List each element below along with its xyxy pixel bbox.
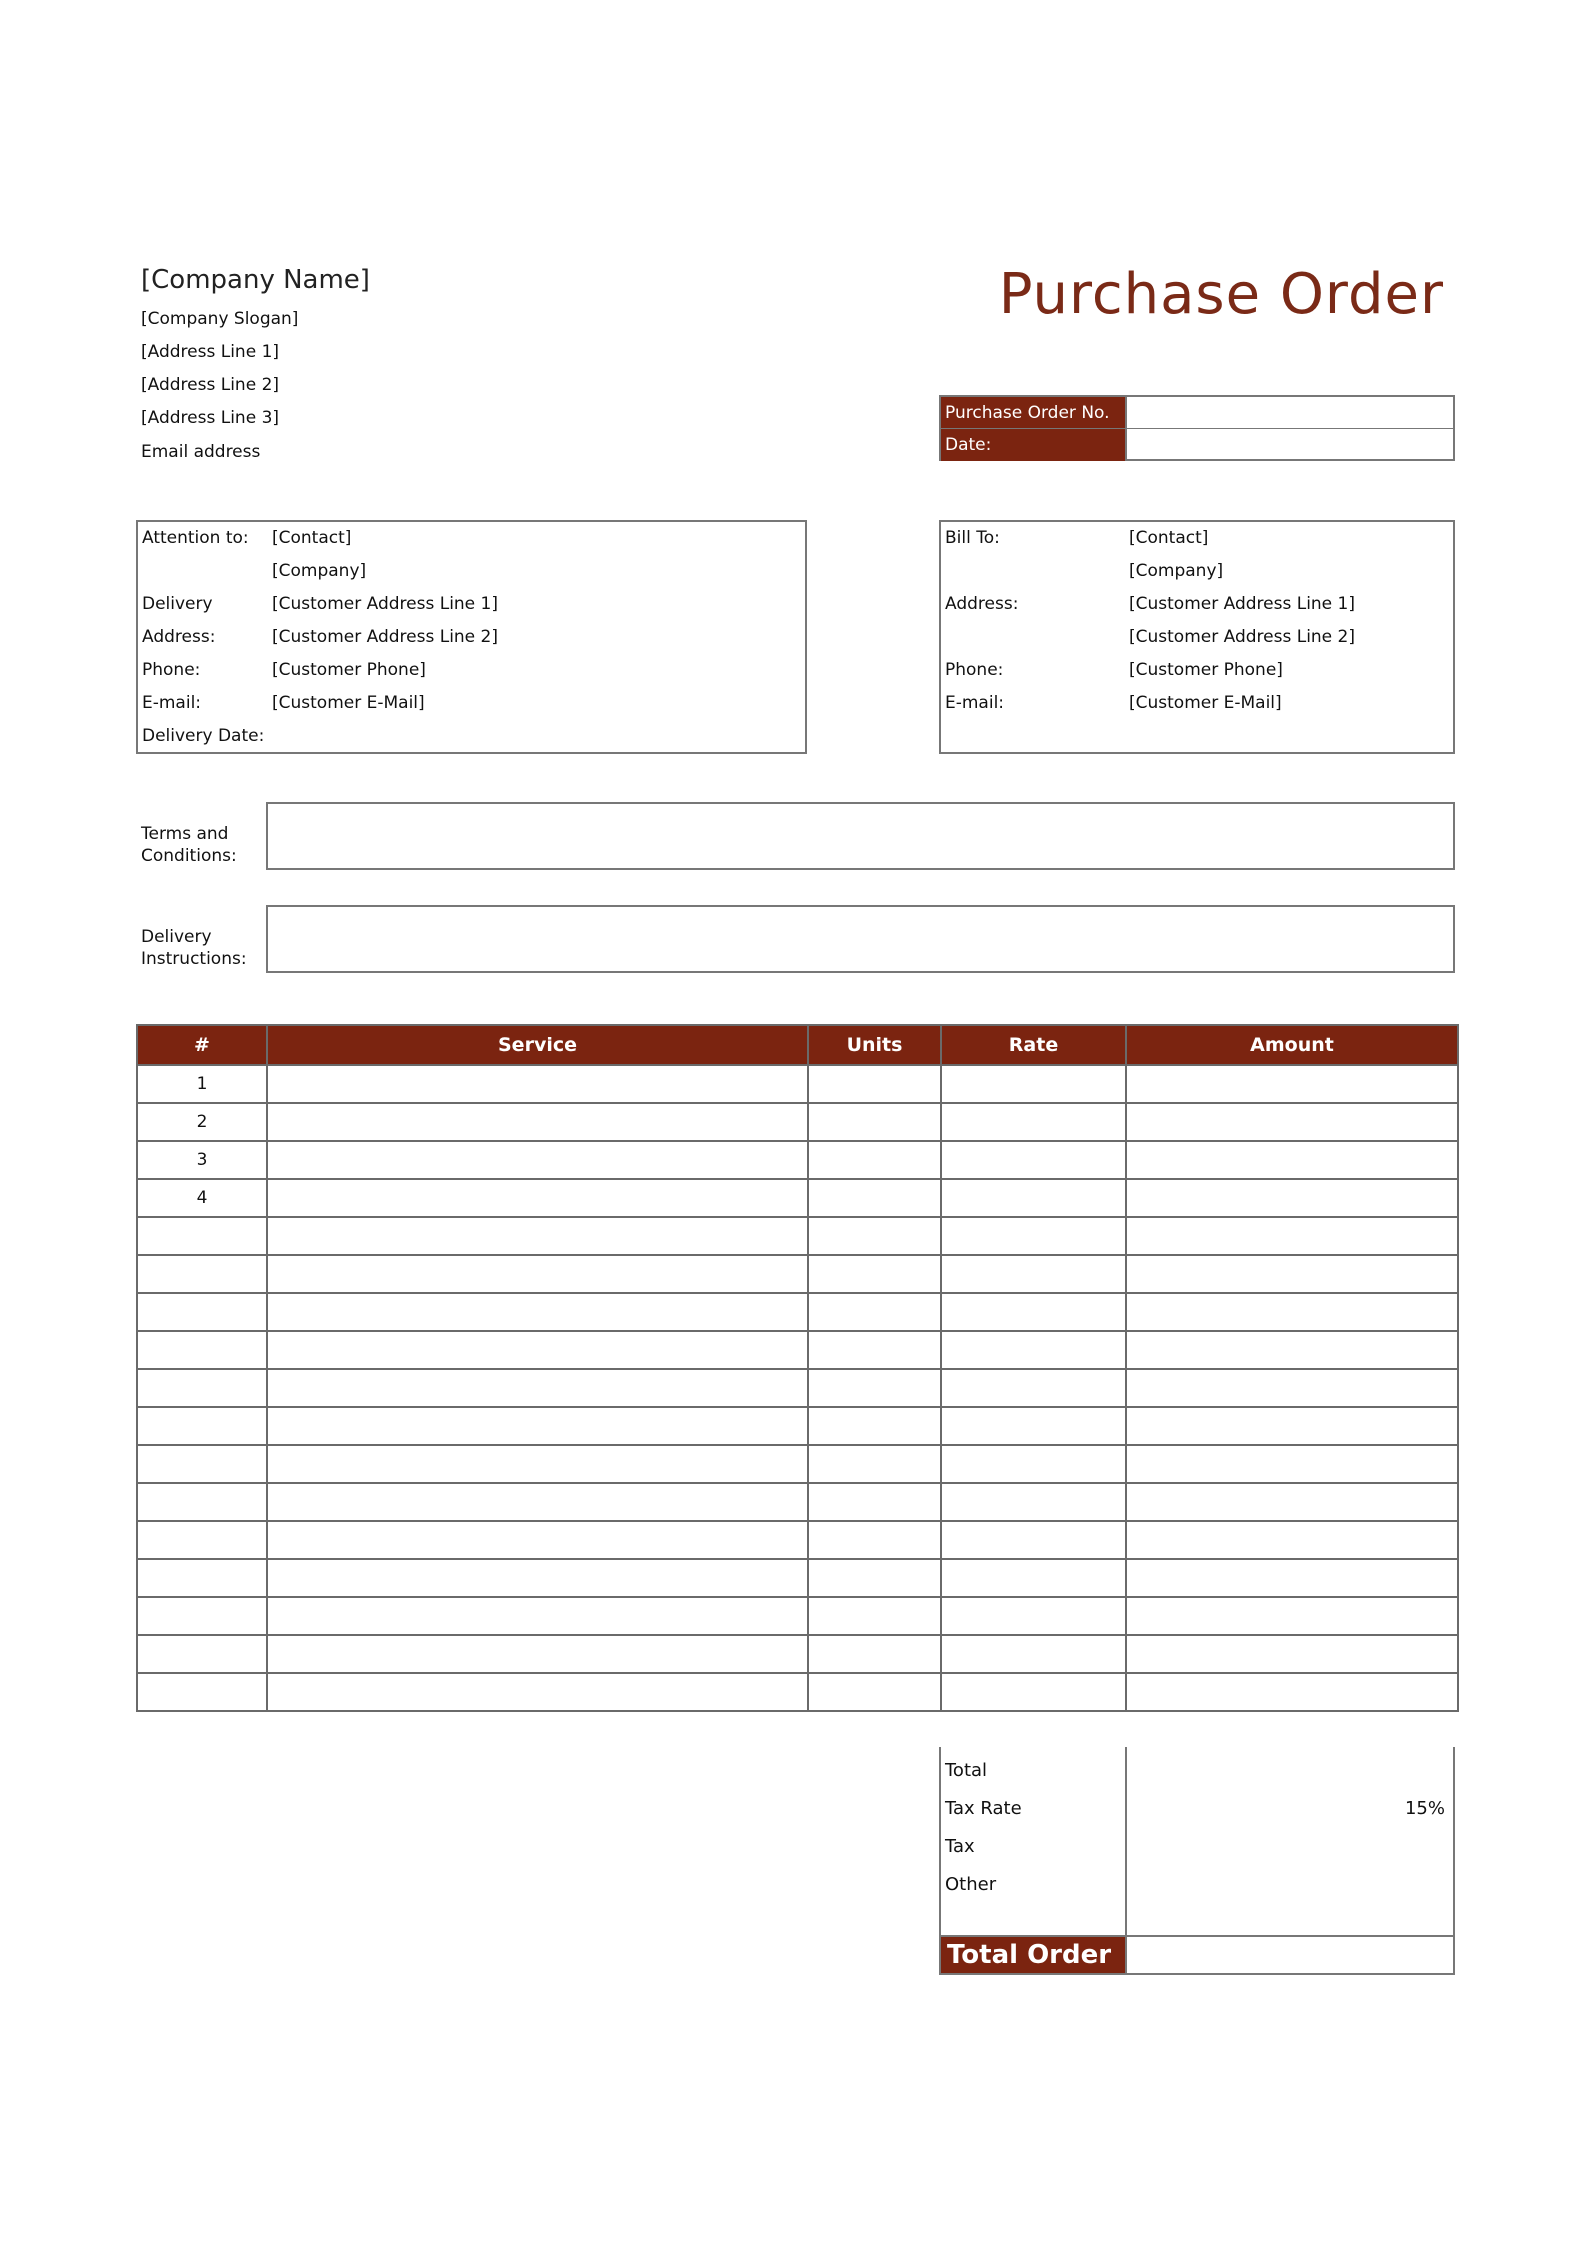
units-cell[interactable] xyxy=(808,1521,941,1559)
bill-value[interactable]: [Customer Phone] xyxy=(1129,660,1283,680)
rate-cell[interactable] xyxy=(941,1141,1126,1179)
service-cell[interactable] xyxy=(267,1293,808,1331)
table-row xyxy=(137,1103,1458,1141)
company-email: Email address xyxy=(141,442,261,462)
units-cell[interactable] xyxy=(808,1407,941,1445)
amount-cell[interactable] xyxy=(1126,1597,1458,1635)
rate-cell[interactable] xyxy=(941,1065,1126,1103)
other-label: Other xyxy=(945,1874,997,1895)
service-cell[interactable] xyxy=(267,1445,808,1483)
item-number-cell[interactable] xyxy=(137,1559,267,1597)
service-cell[interactable] xyxy=(267,1483,808,1521)
bill-row xyxy=(941,522,1453,555)
amount-cell[interactable] xyxy=(1126,1559,1458,1597)
ship-row xyxy=(138,654,805,687)
ship-label: Delivery xyxy=(142,594,213,614)
rate-cell[interactable] xyxy=(941,1179,1126,1217)
rate-cell[interactable] xyxy=(941,1369,1126,1407)
item-number-cell[interactable] xyxy=(137,1635,267,1673)
amount-cell[interactable] xyxy=(1126,1065,1458,1103)
table-row xyxy=(137,1179,1458,1217)
rate-cell[interactable] xyxy=(941,1293,1126,1331)
ship-label: E-mail: xyxy=(142,693,202,713)
ship-value[interactable]: [Customer Address Line 2] xyxy=(272,627,498,647)
company-name: [Company Name] xyxy=(141,265,370,295)
rate-cell[interactable] xyxy=(941,1521,1126,1559)
terms-label-line-2: Conditions: xyxy=(141,846,237,866)
units-cell[interactable] xyxy=(808,1179,941,1217)
total-label: Total xyxy=(945,1760,988,1781)
amount-cell[interactable] xyxy=(1126,1445,1458,1483)
total-order-value[interactable] xyxy=(1125,1937,1453,1973)
ship-row xyxy=(138,720,805,753)
ship-row xyxy=(138,621,805,654)
ship-value[interactable]: [Customer Address Line 1] xyxy=(272,594,498,614)
table-row xyxy=(137,1483,1458,1521)
service-cell[interactable] xyxy=(267,1635,808,1673)
header-units: Units xyxy=(808,1025,941,1065)
rate-cell[interactable] xyxy=(941,1597,1126,1635)
table-row xyxy=(137,1255,1458,1293)
rate-cell[interactable] xyxy=(941,1217,1126,1255)
amount-cell[interactable] xyxy=(1126,1673,1458,1711)
totals-divider xyxy=(1125,1747,1127,1935)
rate-cell[interactable] xyxy=(941,1103,1126,1141)
rate-cell[interactable] xyxy=(941,1331,1126,1369)
instructions-label-line-2: Instructions: xyxy=(141,949,247,969)
units-cell[interactable] xyxy=(808,1559,941,1597)
units-cell[interactable] xyxy=(808,1369,941,1407)
units-cell[interactable] xyxy=(808,1635,941,1673)
bill-row xyxy=(941,621,1453,654)
item-number-cell[interactable] xyxy=(137,1597,267,1635)
units-cell[interactable] xyxy=(808,1065,941,1103)
ship-row xyxy=(138,522,805,555)
units-cell[interactable] xyxy=(808,1293,941,1331)
service-cell[interactable] xyxy=(267,1179,808,1217)
rate-cell[interactable] xyxy=(941,1407,1126,1445)
bill-value[interactable]: [Contact] xyxy=(1129,528,1209,548)
ship-label: Attention to: xyxy=(142,528,249,548)
header-amount: Amount xyxy=(1126,1025,1458,1065)
item-number-cell[interactable] xyxy=(137,1445,267,1483)
table-row xyxy=(137,1369,1458,1407)
ship-value[interactable]: [Company] xyxy=(272,561,367,581)
units-cell[interactable] xyxy=(808,1103,941,1141)
total-order-label: Total Order xyxy=(941,1937,1125,1973)
company-slogan: [Company Slogan] xyxy=(141,309,299,329)
tax-label: Tax xyxy=(945,1836,975,1857)
rate-cell[interactable] xyxy=(941,1255,1126,1293)
item-number-cell[interactable] xyxy=(137,1407,267,1445)
table-row xyxy=(137,1407,1458,1445)
bill-value[interactable]: [Customer Address Line 1] xyxy=(1129,594,1355,614)
company-address-line-1: [Address Line 1] xyxy=(141,342,280,362)
bill-row xyxy=(941,555,1453,588)
amount-cell[interactable] xyxy=(1126,1369,1458,1407)
tax-rate-value[interactable]: 15% xyxy=(1404,1798,1445,1819)
amount-cell[interactable] xyxy=(1126,1179,1458,1217)
service-cell[interactable] xyxy=(267,1369,808,1407)
ship-label: Delivery Date: xyxy=(142,726,265,746)
items-header-row xyxy=(137,1025,1458,1065)
service-cell[interactable] xyxy=(267,1331,808,1369)
amount-cell[interactable] xyxy=(1126,1293,1458,1331)
table-row xyxy=(137,1673,1458,1711)
instructions-label-line-1: Delivery xyxy=(141,927,212,947)
bill-to-box xyxy=(939,520,1455,754)
units-cell[interactable] xyxy=(808,1217,941,1255)
units-cell[interactable] xyxy=(808,1597,941,1635)
ship-label: Address: xyxy=(142,627,216,647)
amount-cell[interactable] xyxy=(1126,1635,1458,1673)
bill-row xyxy=(941,687,1453,720)
units-cell[interactable] xyxy=(808,1255,941,1293)
amount-cell[interactable] xyxy=(1126,1141,1458,1179)
service-cell[interactable] xyxy=(267,1217,808,1255)
table-row xyxy=(137,1065,1458,1103)
total-order-row xyxy=(939,1935,1455,1975)
ship-label: Phone: xyxy=(142,660,201,680)
po-number-label: Purchase Order No. xyxy=(941,397,1125,429)
delivery-address-box xyxy=(136,520,807,754)
units-cell[interactable] xyxy=(808,1483,941,1521)
table-row xyxy=(137,1331,1458,1369)
table-row xyxy=(137,1141,1458,1179)
rate-cell[interactable] xyxy=(941,1445,1126,1483)
terms-field[interactable] xyxy=(266,802,1455,870)
terms-label-line-1: Terms and xyxy=(141,824,229,844)
service-cell[interactable] xyxy=(267,1255,808,1293)
service-cell[interactable] xyxy=(267,1065,808,1103)
bill-label: Address: xyxy=(945,594,1019,614)
ship-value[interactable]: [Customer E-Mail] xyxy=(272,693,425,713)
item-number-cell[interactable]: 4 xyxy=(137,1179,267,1217)
item-number-cell[interactable] xyxy=(137,1483,267,1521)
terms-label xyxy=(141,823,237,867)
bill-value[interactable]: [Company] xyxy=(1129,561,1224,581)
item-number-cell[interactable] xyxy=(137,1331,267,1369)
company-address-line-3: [Address Line 3] xyxy=(141,408,280,428)
item-number-cell[interactable] xyxy=(137,1369,267,1407)
instructions-label xyxy=(141,926,247,970)
ship-row xyxy=(138,687,805,720)
table-row xyxy=(137,1521,1458,1559)
item-number-cell[interactable]: 1 xyxy=(137,1065,267,1103)
po-meta-box xyxy=(939,395,1455,461)
bill-value[interactable]: [Customer Address Line 2] xyxy=(1129,627,1355,647)
company-address-line-2: [Address Line 2] xyxy=(141,375,280,395)
items-table xyxy=(136,1024,1459,1712)
service-cell[interactable] xyxy=(267,1103,808,1141)
date-field[interactable] xyxy=(1125,429,1453,461)
item-number-cell[interactable]: 2 xyxy=(137,1103,267,1141)
date-label: Date: xyxy=(941,429,1125,461)
totals-box xyxy=(939,1747,1455,1937)
header-number: # xyxy=(137,1025,267,1065)
table-row xyxy=(137,1635,1458,1673)
instructions-field[interactable] xyxy=(266,905,1455,973)
ship-row xyxy=(138,588,805,621)
item-number-cell[interactable] xyxy=(137,1673,267,1711)
amount-cell[interactable] xyxy=(1126,1407,1458,1445)
item-number-cell[interactable] xyxy=(137,1521,267,1559)
units-cell[interactable] xyxy=(808,1673,941,1711)
service-cell[interactable] xyxy=(267,1559,808,1597)
item-number-cell[interactable] xyxy=(137,1255,267,1293)
rate-cell[interactable] xyxy=(941,1483,1126,1521)
units-cell[interactable] xyxy=(808,1331,941,1369)
amount-cell[interactable] xyxy=(1126,1331,1458,1369)
amount-cell[interactable] xyxy=(1126,1483,1458,1521)
bill-row xyxy=(941,654,1453,687)
service-cell[interactable] xyxy=(267,1673,808,1711)
header-rate: Rate xyxy=(941,1025,1126,1065)
amount-cell[interactable] xyxy=(1126,1255,1458,1293)
service-cell[interactable] xyxy=(267,1141,808,1179)
table-row xyxy=(137,1597,1458,1635)
table-row xyxy=(137,1217,1458,1255)
service-cell[interactable] xyxy=(267,1407,808,1445)
po-number-field[interactable] xyxy=(1125,397,1453,429)
bill-value[interactable]: [Customer E-Mail] xyxy=(1129,693,1282,713)
service-cell[interactable] xyxy=(267,1597,808,1635)
bill-label: Bill To: xyxy=(945,528,1000,548)
units-cell[interactable] xyxy=(808,1141,941,1179)
units-cell[interactable] xyxy=(808,1445,941,1483)
table-row xyxy=(137,1559,1458,1597)
rate-cell[interactable] xyxy=(941,1559,1126,1597)
tax-rate-label: Tax Rate xyxy=(945,1798,1022,1819)
rate-cell[interactable] xyxy=(941,1673,1126,1711)
amount-cell[interactable] xyxy=(1126,1521,1458,1559)
ship-value[interactable]: [Customer Phone] xyxy=(272,660,426,680)
service-cell[interactable] xyxy=(267,1521,808,1559)
bill-label: E-mail: xyxy=(945,693,1005,713)
bill-row xyxy=(941,588,1453,621)
bill-label: Phone: xyxy=(945,660,1004,680)
item-number-cell[interactable] xyxy=(137,1217,267,1255)
ship-value[interactable]: [Contact] xyxy=(272,528,352,548)
item-number-cell[interactable] xyxy=(137,1293,267,1331)
table-row xyxy=(137,1293,1458,1331)
rate-cell[interactable] xyxy=(941,1635,1126,1673)
table-row xyxy=(137,1445,1458,1483)
item-number-cell[interactable]: 3 xyxy=(137,1141,267,1179)
page-title: Purchase Order xyxy=(998,262,1444,327)
ship-row xyxy=(138,555,805,588)
amount-cell[interactable] xyxy=(1126,1217,1458,1255)
amount-cell[interactable] xyxy=(1126,1103,1458,1141)
header-service: Service xyxy=(267,1025,808,1065)
